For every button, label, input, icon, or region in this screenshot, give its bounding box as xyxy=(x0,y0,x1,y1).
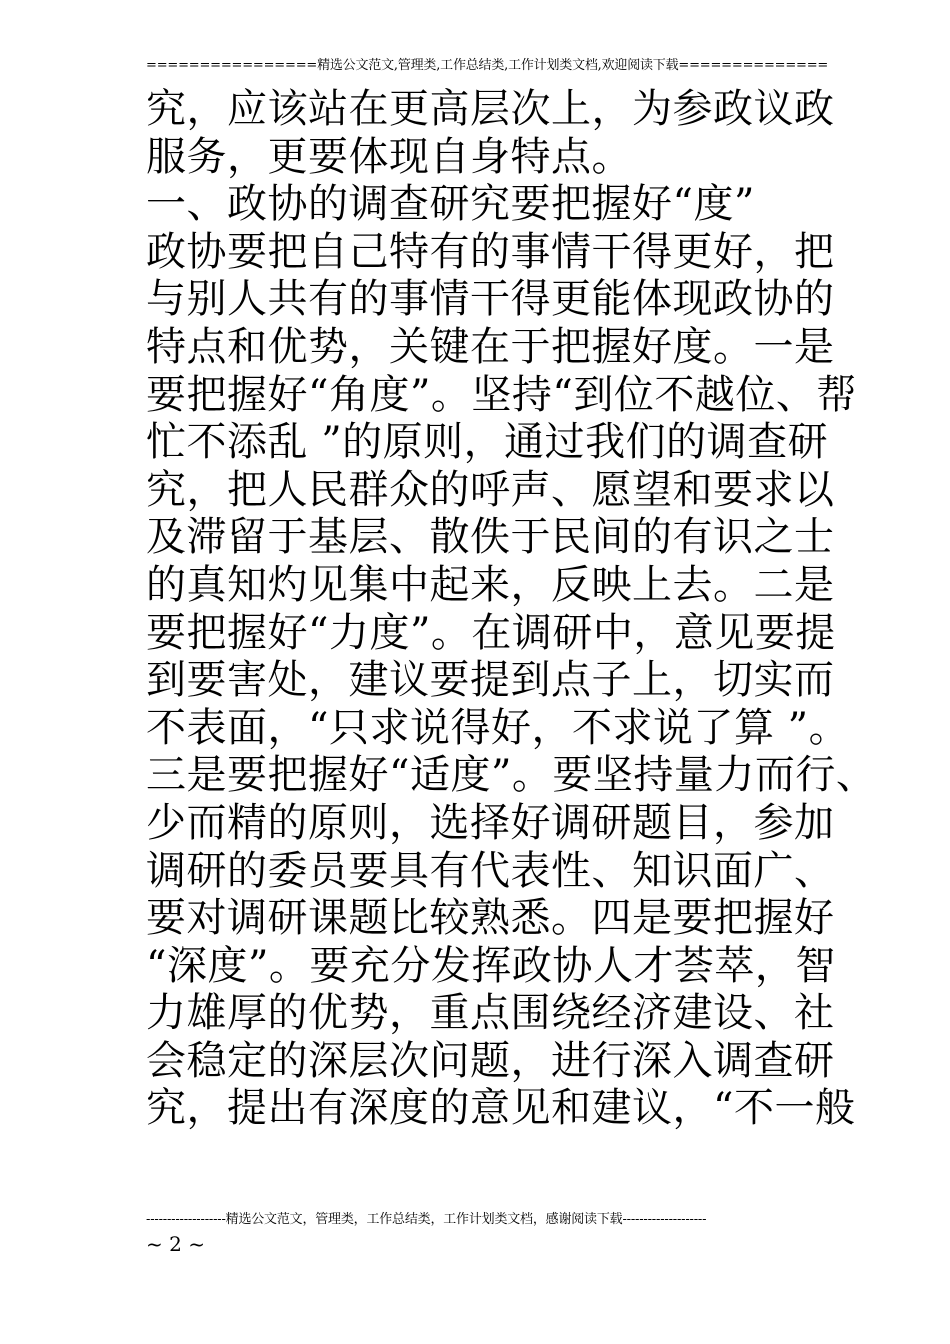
body-line: 要把握好“力度”。在调研中，意见要提 xyxy=(146,609,836,656)
body-line: 会稳定的深层次问题，进行深入调查研 xyxy=(146,1037,835,1084)
document-body xyxy=(146,86,877,1133)
page-header: ================精选公文范文,管理类,工作总结类,工作计划类文档,欢迎阅读下载============== xyxy=(146,58,829,73)
body-line: 究，把人民群众的呼声、愿望和要求以 xyxy=(146,466,835,513)
body-line: 到要害处，建议要提到点子上，切实而 xyxy=(146,657,835,704)
body-line: 不表面，“只求说得好，不求说了算 ”。 xyxy=(146,704,850,751)
body-line: 三是要把握好“适度”。要坚持量力而行、 xyxy=(146,752,877,799)
body-line: 的真知灼见集中起来，反映上去。二是 xyxy=(146,561,835,608)
page-footer: -------------------精选公文范文，管理类，工作总结类，工作计划类文档，感谢阅读下载-------------------- xyxy=(146,1212,707,1227)
page-number: ~ 2 ~ xyxy=(146,1232,205,1256)
body-line: 服务，更要体现自身特点。 xyxy=(146,133,632,180)
body-line: 及滞留于基层、散佚于民间的有识之士 xyxy=(146,514,835,561)
body-line: 调研的委员要具有代表性、知识面广、 xyxy=(146,847,835,894)
body-line: 究，提出有深度的意见和建议，“不一般 xyxy=(146,1085,856,1132)
body-line: 与别人共有的事情干得更能体现政协的 xyxy=(146,276,835,323)
body-line: 力雄厚的优势，重点围绕经济建设、社 xyxy=(146,990,835,1037)
body-line: 要对调研课题比较熟悉。四是要把握好 xyxy=(146,895,835,942)
body-line: “深度”。要充分发挥政协人才荟萃，智 xyxy=(146,942,836,989)
body-line: 少而精的原则，选择好调研题目，参加 xyxy=(146,799,835,846)
body-line: 究，应该站在更高层次上，为参政议政 xyxy=(146,86,835,132)
body-line: 忙不添乱 ”的原则，通过我们的调查研 xyxy=(146,419,829,466)
body-line: 政协要把自己特有的事情干得更好，把 xyxy=(146,228,835,275)
section-heading: 一、政协的调查研究要把握好“度” xyxy=(146,181,755,228)
body-line: 特点和优势，关键在于把握好度。一是 xyxy=(146,323,835,370)
body-line: 要把握好“角度”。坚持“到位不越位、帮 xyxy=(146,371,857,418)
